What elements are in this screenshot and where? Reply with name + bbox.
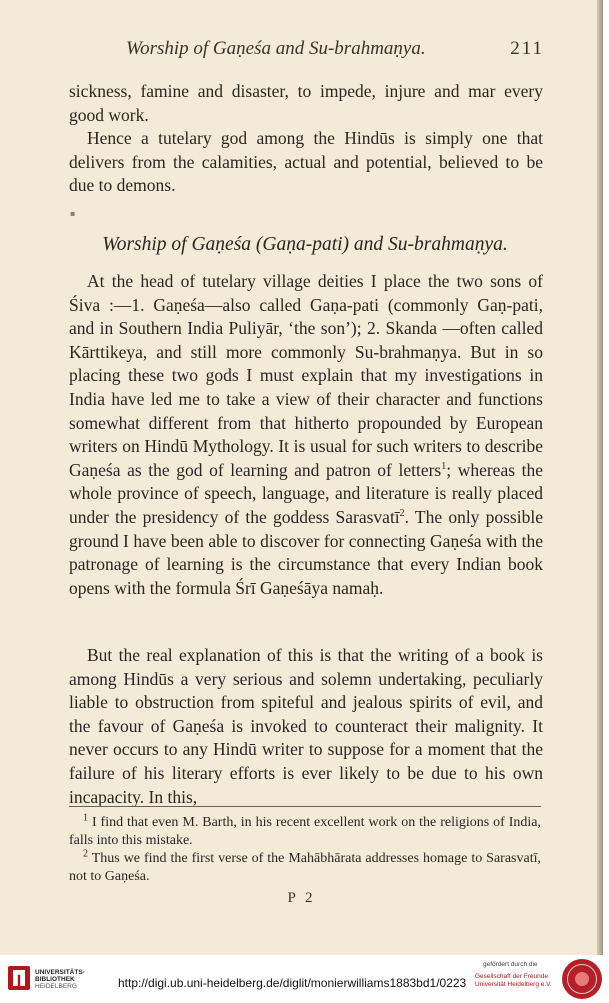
digitization-footer (0, 955, 609, 1003)
paragraph-village-deities (69, 270, 543, 600)
paragraph-text: Hence a tutelary god among the Hindūs is simply one that delivers from the calamities, actual and potential, believed to be due to demons. (69, 128, 543, 196)
running-head-title: Worship of Gaṇeśa and Su-brahmaṇya. (126, 38, 426, 59)
sponsor-label: gefördert durch die (483, 961, 538, 968)
signature-mark: P 2 (287, 890, 316, 906)
library-name (35, 969, 85, 991)
footnote (69, 850, 541, 886)
footnote-marker: 2 (83, 848, 88, 860)
university-seal-icon (562, 959, 602, 999)
sponsor-line: Gesellschaft der Freunde (475, 973, 548, 980)
paragraph-text: sickness, famine and disaster, to impede, injure and mar every good work. (69, 81, 543, 125)
paragraph-tutelary-god (69, 127, 543, 198)
footnotes (69, 814, 541, 886)
library-name-line: BIBLIOTHEK (35, 976, 75, 984)
paragraph-continued (69, 80, 543, 127)
footnote-reference: 1 (441, 460, 447, 472)
footnote-marker: 1 (83, 812, 88, 824)
footnote-reference: 2 (399, 508, 405, 520)
paragraph-text: But the real explanation of this is that the writing of a book is among Hindūs a very serious and solemn undertaking, peculiarly liable to obstruction from spiteful and jealous spirits of evil, and the favour of Gaṇeśa is invoked to counteract their malignity. It never occurs to any Hindū writer to suppose for a moment that the failure of his literary efforts is ever likely to be due to his own incapacity. In this, (69, 645, 543, 807)
library-name-line: HEIDELBERG (35, 983, 77, 991)
text-run: At the head of tutelary village deities I place the two sons of Śiva :—1. Gaṇeśa—also called Gaṇa-pati (commonly Gaṇ-pati, and in Southern India Puliyār, ‘the son’); 2. Skanda —often called Kārttikeya, and still more commonly Su-brahmaṇya. But in so placing these two gods I must explain that my investigations in India have led me to take a view of their character and functions somewhat different from that hitherto propounded by European writers on Hindū Mythology. It is usual for such writers to describe Gaṇeśa as the god of learning and patron of letters (69, 271, 543, 480)
permalink-url[interactable]: http://digi.ub.uni-heidelberg.de/diglit/monierwilliams1883bd1/0223 (118, 976, 467, 990)
text-run: . The only possible ground I have been able to discover for connecting Gaṇeśa with the patronage of learning is the circumstance that every Indian book opens with the formula Śrī Gaṇeśāya namaḥ. (69, 506, 543, 598)
sponsor-line: Universität Heidelberg e.V. (475, 980, 552, 988)
paragraph-real-explanation (69, 644, 543, 809)
section-heading: Worship of Gaṇeśa (Gaṇa-pati) and Su-brahmaṇya. (102, 234, 508, 255)
library-name-line: UNIVERSITÄTS- (35, 969, 85, 976)
paragraph-text (69, 270, 543, 600)
library-logo-icon (8, 966, 30, 990)
sponsor-name (475, 973, 552, 988)
footnote-rule (69, 806, 541, 807)
footnote (69, 814, 541, 850)
page-edge (597, 0, 603, 955)
footnote-text: Thus we find the first verse of the Mahābhārata addresses homage to Sarasvatī, not to Gaṇeśa. (69, 851, 541, 884)
footnote-text: I find that even M. Barth, in his recent excellent work on the religions of India, falls into this mistake. (69, 815, 541, 848)
text-run: ; whereas the whole province of speech, language, and literature is really placed under the presidency of the goddess Sarasvatī (69, 459, 543, 527)
ink-speck: ▪ (70, 209, 76, 218)
page-number: 211 (510, 38, 544, 59)
